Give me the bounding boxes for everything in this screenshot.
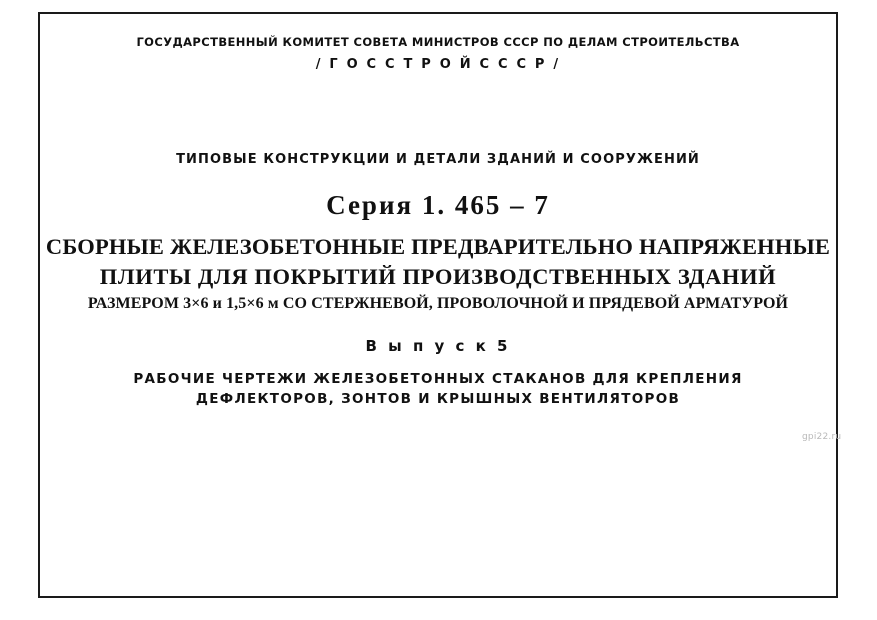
document-subtitle-line-2: ДЕФЛЕКТОРОВ, ЗОНТОВ И КРЫШНЫХ ВЕНТИЛЯТОРОВ (195, 391, 681, 407)
title-sheet-content (38, 12, 838, 598)
watermark-label: gpi22.ru (802, 432, 842, 442)
document-title-line-2: ПЛИТЫ ДЛЯ ПОКРЫТИЙ ПРОИЗВОДСТВЕННЫХ ЗДАНИЙ (99, 264, 777, 289)
issue-number: В ы п у с к 5 (365, 337, 511, 355)
document-title-line-3: РАЗМЕРОМ 3×6 и 1,5×6 м СО СТЕРЖНЕВОЙ, ПРОВОЛОЧНОЙ И ПРЯДЕВОЙ АРМАТУРОЙ (87, 295, 789, 312)
organization-abbreviation: / Г О С С Т Р О Й С С С Р / (315, 57, 561, 72)
series-number: Серия 1. 465 – 7 (326, 190, 550, 220)
document-category-line: ТИПОВЫЕ КОНСТРУКЦИИ И ДЕТАЛИ ЗДАНИЙ И СООРУЖЕНИЙ (176, 152, 700, 167)
document-title-line-1: СБОРНЫЕ ЖЕЛЕЗОБЕТОННЫЕ ПРЕДВАРИТЕЛЬНО НАПРЯЖЕННЫЕ (45, 234, 831, 259)
organization-line: ГОСУДАРСТВЕННЫЙ КОМИТЕТ СОВЕТА МИНИСТРОВ СССР ПО ДЕЛАМ СТРОИТЕЛЬСТВА (136, 35, 740, 49)
document-subtitle-line-1: РАБОЧИЕ ЧЕРТЕЖИ ЖЕЛЕЗОБЕТОННЫХ СТАКАНОВ ДЛЯ КРЕПЛЕНИЯ (133, 371, 743, 387)
